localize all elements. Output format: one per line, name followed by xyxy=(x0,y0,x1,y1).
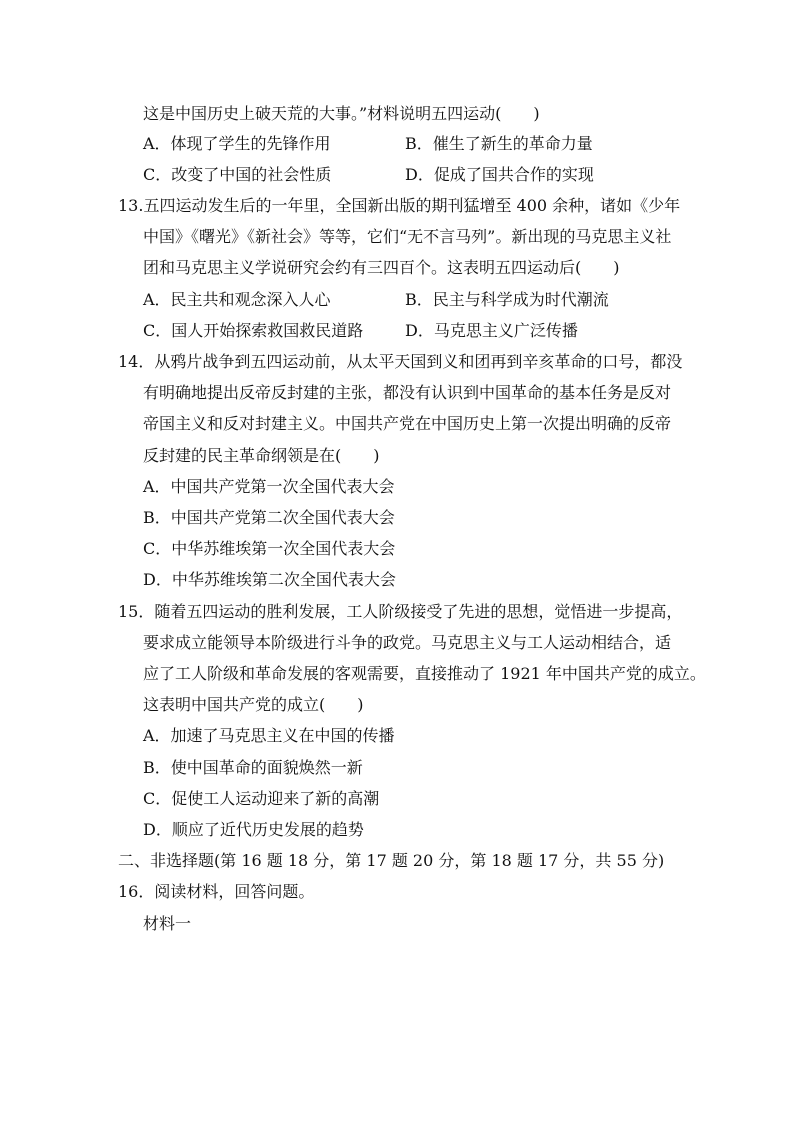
q13-line-1: 13.五四运动发生后的一年里，全国新出版的期刊猛增至 400 余种，诸如《少年 xyxy=(118,196,681,215)
q15-option-a: A．加速了马克思主义在中国的传播 xyxy=(143,726,395,745)
q14-option-c: C．中华苏维埃第一次全国代表大会 xyxy=(143,539,396,558)
q16-material-label: 材料一 xyxy=(143,914,192,933)
q13-option-b: B．民主与科学成为时代潮流 xyxy=(405,290,609,309)
q14-line-2: 有明确地提出反帝反封建的主张，都没有认识到中国革命的基本任务是反对 xyxy=(143,383,672,402)
q15-option-d: D．顺应了近代历史发展的趋势 xyxy=(143,820,364,839)
q15-line-1: 15．随着五四运动的胜利发展，工人阶级接受了先进的思想，觉悟进一步提高， xyxy=(118,602,683,621)
q15-line-2: 要求成立能领导本阶级进行斗争的政党。马克思主义与工人运动相结合，适 xyxy=(143,633,672,652)
q13-line-3: 团和马克思主义学说研究会约有三四百个。这表明五四运动后( ) xyxy=(143,258,620,277)
q12-option-c: C．改变了中国的社会性质 xyxy=(143,165,332,184)
q14-option-a: A．中国共产党第一次全国代表大会 xyxy=(143,477,395,496)
q14-line-1: 14．从鸦片战争到五四运动前，从太平天国到义和团再到辛亥革命的口号，都没 xyxy=(118,352,683,371)
q14-option-b: B．中国共产党第二次全国代表大会 xyxy=(143,508,395,527)
q15-option-c: C．促使工人运动迎来了新的高潮 xyxy=(143,789,380,808)
q12-stem-end: 这是中国历史上破天荒的大事。”材料说明五四运动( ) xyxy=(143,104,540,123)
q15-line-4: 这表明中国共产党的成立( ) xyxy=(143,695,364,714)
q12-option-d: D．促成了国共合作的实现 xyxy=(405,165,594,184)
q12-option-a: A．体现了学生的先锋作用 xyxy=(143,134,331,153)
q14-option-d: D．中华苏维埃第二次全国代表大会 xyxy=(143,570,396,589)
q13-line-2: 中国》《曙光》《新社会》等等，它们“无不言马列”。新出现的马克思主义社 xyxy=(143,227,672,246)
q15-option-b: B．使中国革命的面貌焕然一新 xyxy=(143,758,363,777)
section-2-heading: 二、非选择题(第 16 题 18 分，第 17 题 20 分，第 18 题 17 分，共 55 分) xyxy=(118,851,665,870)
q14-line-3: 帝国主义和反对封建主义。中国共产党在中国历史上第一次提出明确的反帝 xyxy=(143,414,672,433)
q12-option-b: B．催生了新生的革命力量 xyxy=(405,134,593,153)
q13-option-c: C．国人开始探索救国救民道路 xyxy=(143,321,364,340)
q14-line-4: 反封建的民主革命纲领是在( ) xyxy=(143,446,380,465)
q16-stem: 16．阅读材料，回答问题。 xyxy=(118,882,315,901)
q13-option-a: A．民主共和观念深入人心 xyxy=(143,290,331,309)
q13-option-d: D．马克思主义广泛传播 xyxy=(405,321,578,340)
q15-line-3: 应了工人阶级和革命发展的客观需要，直接推动了 1921 年中国共产党的成立。 xyxy=(143,664,706,683)
